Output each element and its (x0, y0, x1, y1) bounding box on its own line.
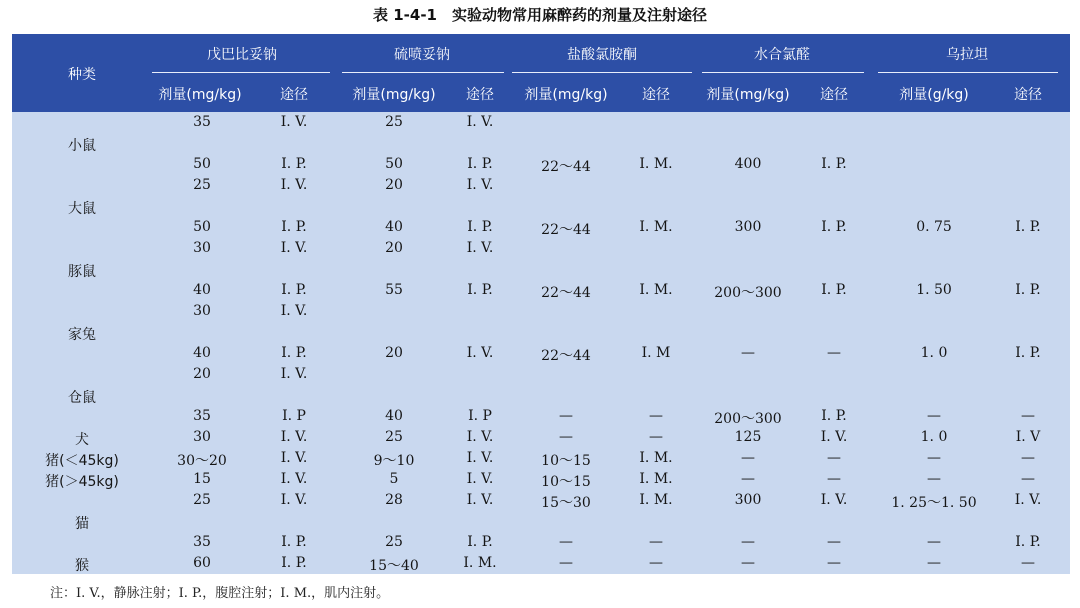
route-cell: — (1021, 555, 1035, 571)
dose-cell: — (927, 534, 941, 550)
header-drug-urethane: 乌拉坦 (946, 47, 988, 63)
dose-cell: 35 (193, 408, 211, 424)
dose-cell: 22～44 (541, 222, 591, 238)
table-row (12, 511, 1070, 532)
dose-cell: 25 (385, 534, 403, 550)
dose-cell: 28 (385, 492, 403, 508)
route-cell: I. V. (820, 492, 848, 508)
route-cell: I. P. (821, 219, 847, 235)
route-cell: I. V. (466, 114, 494, 130)
table-row (12, 154, 1070, 175)
table-row (12, 301, 1070, 322)
table-row (12, 343, 1070, 364)
route-cell: I. P. (281, 534, 307, 550)
header-divider (152, 72, 330, 73)
route-cell: I. P. (1015, 534, 1041, 550)
route-cell: — (827, 345, 841, 361)
species-label: 犬 (75, 432, 89, 448)
dose-cell: — (927, 555, 941, 571)
header-divider (342, 72, 504, 73)
dose-cell: — (559, 555, 573, 571)
table-row (12, 133, 1070, 154)
table-row (12, 406, 1070, 427)
dose-cell: 50 (193, 219, 211, 235)
species-label: 猫 (75, 516, 89, 532)
dose-cell: 25 (193, 177, 211, 193)
dose-cell: 25 (385, 429, 403, 445)
dose-cell: — (927, 450, 941, 466)
table-row (12, 280, 1070, 301)
dose-cell: 60 (193, 555, 211, 571)
dose-cell: 300 (734, 219, 762, 235)
dose-cell: — (741, 345, 755, 361)
route-cell: I. M. (639, 450, 673, 466)
route-cell: I. P. (821, 156, 847, 172)
subheader-dose: 剂量(mg/kg) (706, 87, 790, 103)
route-cell: I. V (1015, 429, 1041, 445)
route-cell: I. P. (821, 408, 847, 424)
route-cell: — (1021, 471, 1035, 487)
table-row (12, 217, 1070, 238)
table-title: 表 1-4-1 实验动物常用麻醉药的剂量及注射途径 (373, 6, 707, 24)
table-row (12, 532, 1070, 553)
table-row (12, 322, 1070, 343)
dose-cell: 40 (385, 408, 403, 424)
route-cell: I. P. (467, 219, 493, 235)
route-cell: I. V. (466, 345, 494, 361)
dose-cell: — (741, 555, 755, 571)
dose-cell: 25 (193, 492, 211, 508)
dose-cell: 1. 25～1. 50 (891, 495, 977, 511)
route-cell: — (827, 450, 841, 466)
route-cell: I. M. (639, 156, 673, 172)
route-cell: I. P. (1015, 345, 1041, 361)
route-cell: I. P. (1015, 219, 1041, 235)
subheader-dose: 剂量(mg/kg) (158, 87, 242, 103)
dose-cell: 200～300 (714, 285, 782, 301)
header-drug-chloral-hydrate: 水合氯醛 (754, 47, 810, 63)
dose-cell: 35 (193, 114, 211, 130)
route-cell: — (649, 534, 663, 550)
route-cell: I. P. (821, 282, 847, 298)
species-label: 猴 (75, 558, 89, 574)
dose-cell: 40 (385, 219, 403, 235)
table-header (12, 34, 1070, 112)
species-label: 家兔 (68, 327, 96, 343)
dose-cell: 30 (193, 303, 211, 319)
subheader-route: 途径 (820, 87, 848, 103)
route-cell: — (1021, 408, 1035, 424)
route-cell: — (827, 471, 841, 487)
route-cell: I. P (282, 408, 306, 424)
subheader-route: 途径 (466, 87, 494, 103)
dose-cell: 30～20 (177, 453, 227, 469)
route-cell: I. P. (281, 219, 307, 235)
route-cell: I. V. (466, 429, 494, 445)
table-row (12, 175, 1070, 196)
dose-cell: 40 (193, 345, 211, 361)
dose-cell: — (741, 450, 755, 466)
route-cell: I. P. (1015, 282, 1041, 298)
table-row (12, 469, 1070, 490)
species-label: 豚鼠 (68, 264, 96, 280)
dose-cell: — (559, 408, 573, 424)
route-cell: I. V. (466, 450, 494, 466)
route-cell: I. V. (466, 177, 494, 193)
dose-cell: — (559, 534, 573, 550)
route-cell: — (649, 408, 663, 424)
subheader-route: 途径 (280, 87, 308, 103)
dose-cell: — (927, 408, 941, 424)
subheader-route: 途径 (642, 87, 670, 103)
species-label: 猪(＞45kg) (45, 474, 119, 490)
route-cell: — (827, 534, 841, 550)
dose-cell: 20 (385, 240, 403, 256)
dose-cell: 25 (385, 114, 403, 130)
route-cell: I. M. (639, 282, 673, 298)
header-divider (878, 72, 1058, 73)
dose-cell: 10～15 (541, 474, 591, 490)
dose-cell: 9～10 (373, 453, 415, 469)
dose-cell: 22～44 (541, 285, 591, 301)
table-row (12, 196, 1070, 217)
subheader-dose: 剂量(mg/kg) (524, 87, 608, 103)
route-cell: I. M. (639, 492, 673, 508)
table-row (12, 448, 1070, 469)
route-cell: I. V. (280, 471, 308, 487)
route-cell: I. V. (820, 429, 848, 445)
dose-cell: — (559, 429, 573, 445)
route-cell: I. P. (281, 345, 307, 361)
dose-cell: 1. 50 (916, 282, 952, 298)
dose-cell: 55 (385, 282, 403, 298)
species-label: 大鼠 (68, 201, 96, 217)
dose-cell: 400 (734, 156, 762, 172)
route-cell: I. P. (467, 156, 493, 172)
dose-cell: 30 (193, 429, 211, 445)
dose-cell: 50 (193, 156, 211, 172)
table-row (12, 553, 1070, 574)
dose-cell: 1. 0 (920, 429, 948, 445)
table-row (12, 427, 1070, 448)
route-cell: I. V. (280, 366, 308, 382)
route-cell: I. P. (281, 156, 307, 172)
dose-cell: 35 (193, 534, 211, 550)
route-cell: I. V. (466, 240, 494, 256)
route-cell: I. M (641, 345, 671, 361)
dose-cell: 20 (385, 345, 403, 361)
table-row (12, 385, 1070, 406)
route-cell: I. P. (281, 282, 307, 298)
route-cell: I. P. (467, 534, 493, 550)
dose-cell: 15～40 (369, 558, 419, 574)
header-drug-pentobarbital: 戊巴比妥钠 (207, 47, 277, 63)
route-cell: — (827, 555, 841, 571)
dose-cell: 125 (734, 429, 762, 445)
route-cell: I. P. (467, 282, 493, 298)
subheader-dose: 剂量(g/kg) (899, 87, 969, 103)
header-drug-thiopental: 硫喷妥钠 (394, 47, 450, 63)
dose-cell: — (741, 534, 755, 550)
route-cell: — (1021, 450, 1035, 466)
route-cell: I. V. (280, 177, 308, 193)
header-species: 种类 (68, 67, 96, 83)
route-cell: I. M. (463, 555, 497, 571)
route-cell: I. P. (281, 555, 307, 571)
route-cell: I. V. (466, 471, 494, 487)
route-cell: I. V. (1014, 492, 1042, 508)
route-cell: I. M. (639, 471, 673, 487)
table-row (12, 259, 1070, 280)
route-cell: I. M. (639, 219, 673, 235)
header-drug-ketamine: 盐酸氯胺酮 (567, 47, 637, 63)
header-divider (702, 72, 864, 73)
table-body (12, 112, 1070, 574)
route-cell: I. V. (280, 492, 308, 508)
route-cell: — (649, 555, 663, 571)
route-cell: I. V. (280, 303, 308, 319)
dose-cell: 15～30 (541, 495, 591, 511)
dose-cell: — (927, 471, 941, 487)
table-row (12, 238, 1070, 259)
dose-cell: 1. 0 (920, 345, 948, 361)
dose-cell: 300 (734, 492, 762, 508)
dose-cell: 40 (193, 282, 211, 298)
species-label: 小鼠 (68, 138, 96, 154)
dose-cell: 15 (193, 471, 211, 487)
route-cell: — (649, 429, 663, 445)
dose-cell: 22～44 (541, 159, 591, 175)
route-cell: I. V. (466, 492, 494, 508)
subheader-route: 途径 (1014, 87, 1042, 103)
header-divider (512, 72, 692, 73)
subheader-dose: 剂量(mg/kg) (352, 87, 436, 103)
dose-cell: 200～300 (714, 411, 782, 427)
table-footnote: 注：I. V.，静脉注射；I. P.，腹腔注射；I. M.，肌内注射。 (50, 586, 390, 601)
dose-cell: 5 (389, 471, 399, 487)
route-cell: I. P (468, 408, 492, 424)
dosage-table (12, 34, 1070, 574)
route-cell: I. V. (280, 114, 308, 130)
dose-cell: 22～44 (541, 348, 591, 364)
route-cell: I. V. (280, 450, 308, 466)
species-label: 猪(＜45kg) (45, 453, 119, 469)
table-row (12, 490, 1070, 511)
table-row (12, 364, 1070, 385)
dose-cell: — (741, 471, 755, 487)
species-label: 仓鼠 (68, 390, 96, 406)
dose-cell: 10～15 (541, 453, 591, 469)
route-cell: I. V. (280, 429, 308, 445)
table-row (12, 112, 1070, 133)
dose-cell: 0. 75 (916, 219, 952, 235)
dose-cell: 30 (193, 240, 211, 256)
dose-cell: 20 (193, 366, 211, 382)
dose-cell: 50 (385, 156, 403, 172)
route-cell: I. V. (280, 240, 308, 256)
dose-cell: 20 (385, 177, 403, 193)
